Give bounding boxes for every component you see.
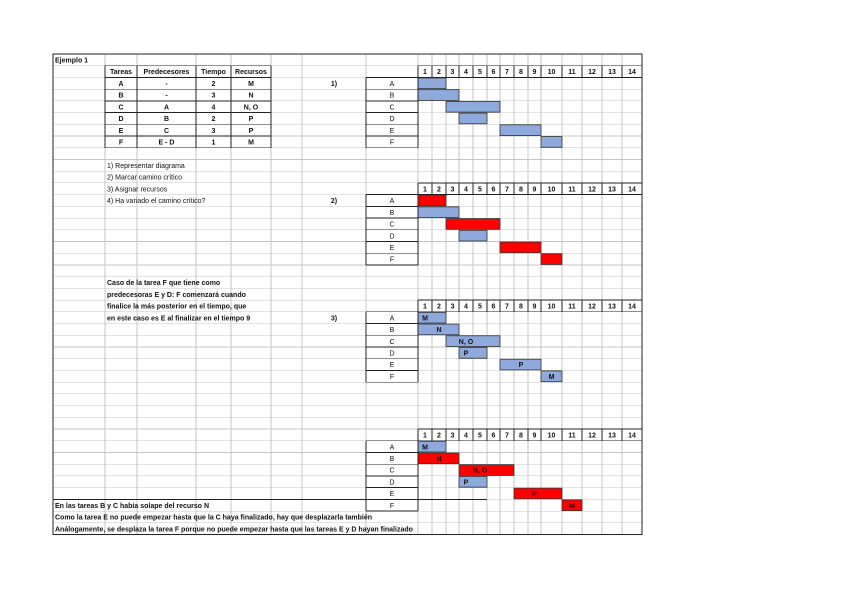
period-number: 7: [505, 186, 509, 194]
period-number: 13: [608, 303, 616, 311]
period-number: 8: [519, 69, 523, 77]
period-number: 3: [450, 186, 455, 194]
table-cell: E: [118, 127, 124, 135]
period-number: 9: [532, 303, 537, 311]
period-number: 5: [478, 432, 482, 440]
period-number: 5: [478, 303, 482, 311]
table-cell: P: [248, 116, 254, 124]
period-number: 5: [478, 69, 482, 77]
gantt-label: 2): [330, 198, 338, 206]
instruction-line: 1) Representar diagrama: [107, 162, 185, 170]
period-number: 11: [568, 303, 576, 311]
period-number: 12: [588, 69, 596, 77]
instruction-line: 2) Marcar camino crítico: [107, 174, 183, 182]
gantt-bar: [418, 207, 459, 218]
note-line: en este caso es E al finalizar en el tiempo 9: [107, 315, 251, 323]
conclusion-line: Análogamente, se desplaza la tarea F porque no puede empezar hasta que las tareas E y D hayan finalizado: [55, 526, 413, 534]
period-number: 14: [628, 303, 636, 311]
gantt-bar: [500, 125, 541, 136]
period-number: 4: [464, 432, 468, 440]
period-number: 10: [547, 186, 556, 194]
period-number: 7: [505, 303, 509, 311]
note-line: Caso de la tarea F que tiene como: [107, 280, 221, 288]
table-cell: A: [163, 104, 170, 112]
table-cell: F: [118, 139, 124, 147]
sheet-title: Ejemplo 1: [55, 57, 89, 65]
period-number: 6: [491, 69, 496, 77]
table-cell: M: [248, 80, 254, 88]
task-name: C: [389, 467, 395, 475]
bar-resource: N: [436, 327, 442, 335]
period-number: 3: [450, 303, 455, 311]
gantt-bar: [500, 242, 541, 253]
table-cell: C: [163, 127, 170, 135]
gantt-label: 1): [330, 80, 338, 88]
period-number: 4: [464, 186, 468, 194]
table-cell: A: [118, 80, 124, 88]
period-number: 13: [608, 186, 616, 194]
period-number: 2: [437, 303, 441, 311]
gantt-bar: [541, 137, 562, 148]
gantt-bar: [459, 230, 487, 241]
task-name: D: [389, 116, 395, 124]
conclusion-line: En las tareas B y C había solape del recurso N: [55, 502, 210, 510]
period-number: 12: [588, 432, 596, 440]
gantt-bar: [541, 254, 562, 265]
period-number: 10: [547, 432, 556, 440]
period-number: 6: [491, 432, 496, 440]
bar-resource: P: [532, 491, 537, 499]
task-name: D: [389, 233, 395, 241]
period-number: 12: [588, 186, 596, 194]
table-cell: M: [248, 139, 254, 147]
period-number: 13: [608, 432, 616, 440]
sheet-text: [55, 58, 636, 534]
bar-resource: N, O: [458, 338, 474, 346]
task-name: A: [389, 444, 395, 452]
bar-resource: M: [548, 373, 555, 381]
table-cell: E - D: [158, 139, 175, 147]
gantt-bar: [418, 90, 459, 101]
period-number: 10: [547, 69, 556, 77]
gantt-bar: [446, 101, 500, 112]
table-cell: 4: [211, 104, 216, 112]
table-header: Recursos: [235, 69, 267, 77]
period-number: 1: [423, 303, 427, 311]
task-name: C: [389, 338, 395, 346]
task-name: F: [389, 502, 395, 510]
period-number: 3: [450, 432, 455, 440]
task-name: B: [389, 92, 395, 100]
period-number: 3: [450, 69, 455, 77]
table-cell: B: [118, 92, 124, 100]
task-name: E: [389, 127, 395, 135]
task-name: B: [389, 209, 395, 217]
period-number: 8: [519, 303, 523, 311]
period-number: 9: [532, 432, 537, 440]
period-number: 5: [478, 186, 482, 194]
task-name: A: [389, 198, 395, 206]
period-number: 11: [568, 186, 576, 194]
task-name: C: [389, 104, 395, 112]
bar-resource: M: [422, 315, 428, 323]
task-name: F: [389, 373, 395, 381]
task-name: B: [389, 455, 395, 463]
table-header: Tareas: [109, 69, 133, 77]
task-name: A: [389, 80, 395, 88]
period-number: 11: [568, 69, 576, 77]
period-number: 11: [568, 432, 576, 440]
bar-resource: M: [569, 502, 575, 510]
task-name: F: [389, 256, 395, 264]
table-cell: -: [165, 92, 168, 100]
period-number: 14: [628, 186, 636, 194]
task-name: A: [389, 315, 395, 323]
period-number: 9: [532, 186, 537, 194]
period-number: 2: [437, 186, 441, 194]
note-line: finalice la más posterior en el tiempo, que: [107, 303, 247, 311]
gantt-bar: [514, 488, 562, 499]
table-cell: B: [163, 116, 170, 124]
period-number: 7: [505, 69, 509, 77]
bar-resource: N: [436, 455, 442, 463]
period-number: 2: [437, 432, 441, 440]
task-name: F: [389, 139, 395, 147]
period-number: 9: [532, 69, 537, 77]
table-cell: P: [248, 127, 254, 135]
gantt-bar: [459, 113, 487, 124]
period-number: 1: [423, 186, 427, 194]
bar-resource: P: [518, 362, 524, 370]
period-number: 8: [519, 432, 523, 440]
task-name: E: [389, 491, 395, 499]
table-cell: C: [118, 104, 124, 112]
table-cell: N: [248, 92, 254, 100]
task-name: C: [389, 221, 395, 229]
table-cell: -: [165, 80, 168, 88]
period-number: 6: [491, 186, 496, 194]
table-header: Tiempo: [201, 69, 226, 77]
period-number: 2: [437, 69, 441, 77]
task-name: B: [389, 327, 395, 335]
period-number: 14: [628, 69, 636, 77]
table-cell: N, O: [243, 104, 259, 112]
period-number: 7: [505, 432, 509, 440]
table-cell: 3: [211, 92, 216, 100]
table-cell: D: [118, 116, 124, 124]
bar-resource: M: [422, 444, 428, 452]
period-number: 6: [491, 303, 496, 311]
table-cell: 3: [211, 127, 216, 135]
period-number: 13: [608, 69, 616, 77]
table-cell: 2: [211, 116, 216, 124]
gantt-bar: [446, 219, 500, 230]
period-number: 4: [464, 69, 468, 77]
task-name: E: [389, 245, 395, 253]
bar-resource: P: [463, 479, 469, 487]
period-number: 8: [519, 186, 523, 194]
gantt-bar: [418, 78, 446, 89]
period-number: 10: [547, 303, 556, 311]
task-name: D: [389, 479, 395, 487]
note-line: predecesoras E y D: F comenzará cuando: [107, 291, 246, 299]
period-number: 14: [628, 432, 636, 440]
task-name: E: [389, 362, 395, 370]
table-cell: 1: [211, 139, 216, 147]
bar-resource: P: [463, 350, 469, 358]
bar-resource: N, O: [472, 467, 488, 475]
period-number: 12: [588, 303, 596, 311]
instruction-line: 4) Ha variado el camino crítico?: [107, 198, 206, 206]
period-number: 1: [423, 69, 427, 77]
table-header: Predecesores: [143, 69, 190, 77]
task-name: D: [389, 350, 395, 358]
instruction-line: 3) Asignar recursos: [107, 186, 168, 194]
table-cell: 2: [211, 80, 216, 88]
period-number: 4: [464, 303, 468, 311]
conclusion-line: Como la tarea E no puede empezar hasta que la C haya finalizado, hay que desplazarla también: [55, 514, 373, 522]
gantt-bar: [418, 195, 446, 206]
period-number: 1: [423, 432, 427, 440]
gantt-label: 3): [330, 315, 338, 323]
